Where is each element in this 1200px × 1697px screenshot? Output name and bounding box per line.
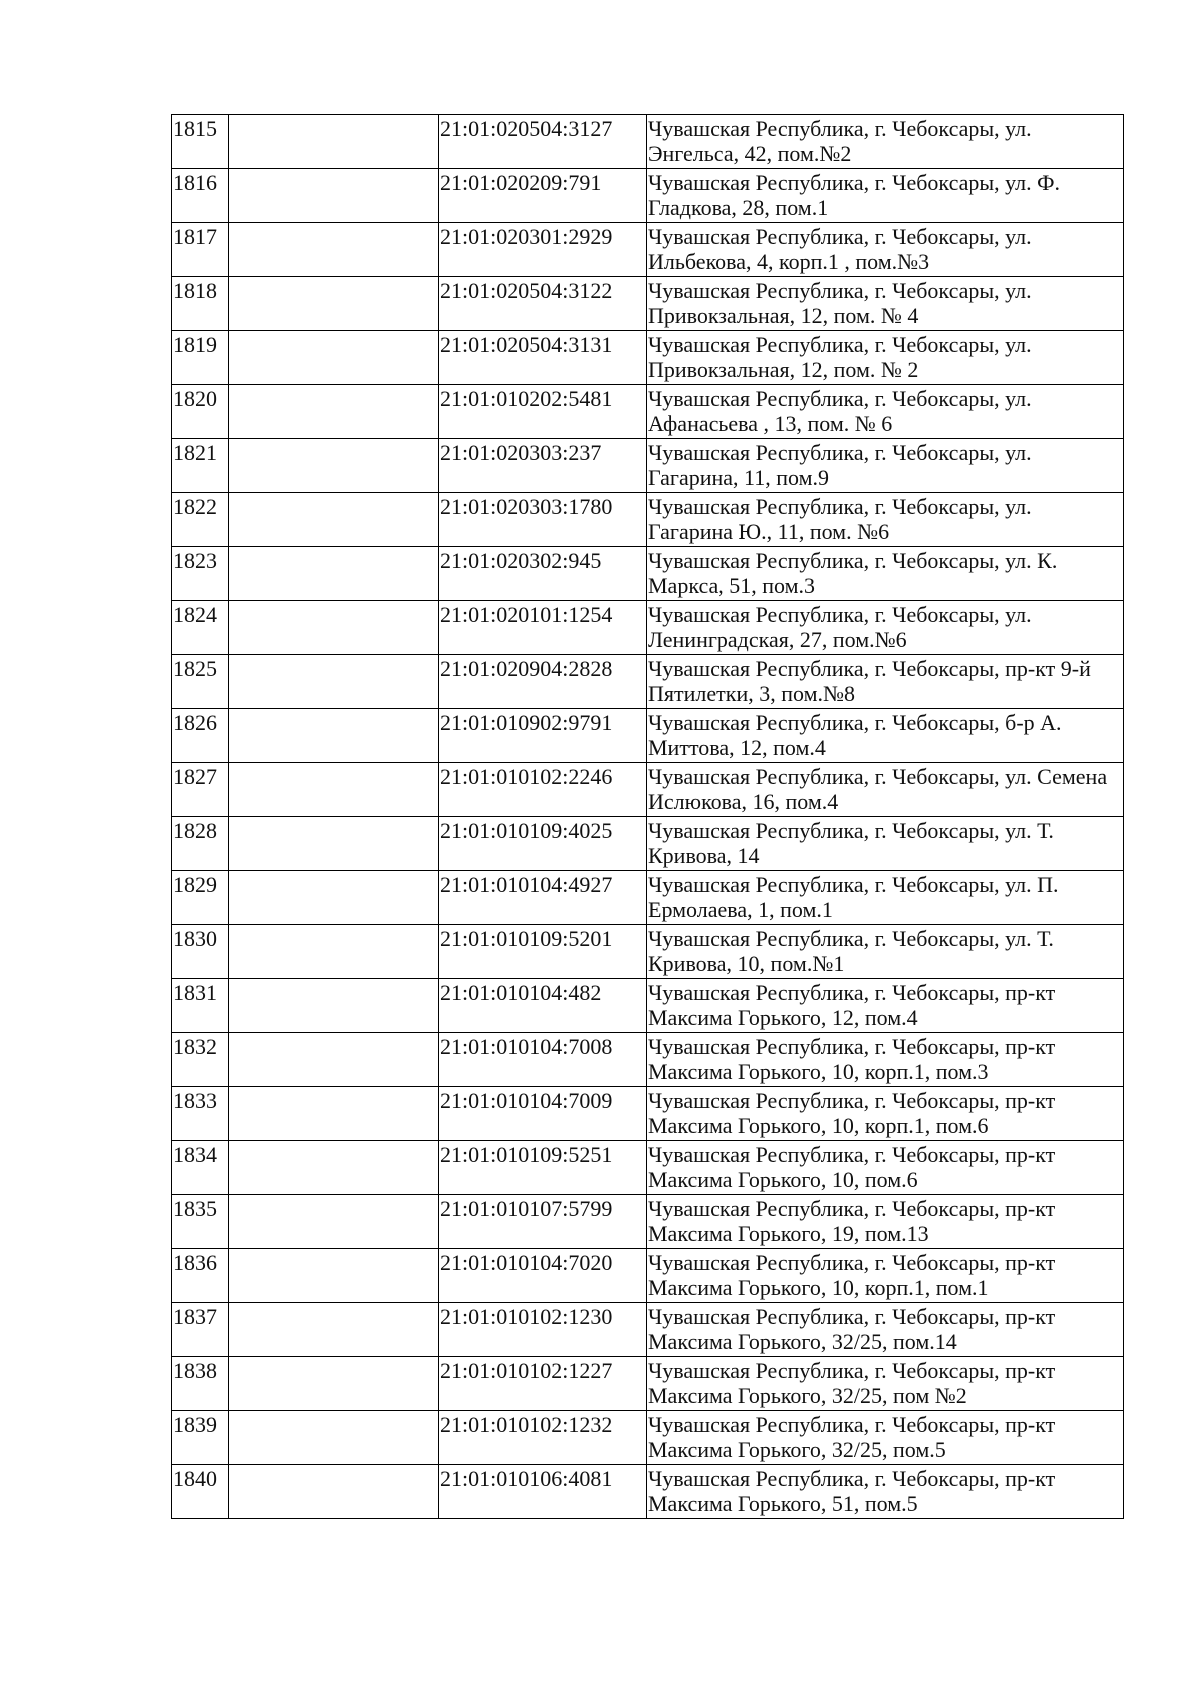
row-number: 1818	[172, 277, 229, 331]
row-number: 1831	[172, 979, 229, 1033]
address: Чувашская Республика, г. Чебоксары, ул. Привокзальная, 12, пом. № 4	[647, 277, 1124, 331]
cadastral-number: 21:01:010202:5481	[439, 385, 647, 439]
row-number: 1825	[172, 655, 229, 709]
address: Чувашская Республика, г. Чебоксары, пр-кт Максима Горького, 32/25, пом №2	[647, 1357, 1124, 1411]
row-number: 1817	[172, 223, 229, 277]
table-row	[172, 817, 1124, 871]
row-number: 1832	[172, 1033, 229, 1087]
table-row	[172, 1357, 1124, 1411]
cadastral-number: 21:01:010106:4081	[439, 1465, 647, 1519]
cadastral-number: 21:01:010102:1227	[439, 1357, 647, 1411]
address: Чувашская Республика, г. Чебоксары, пр-кт Максима Горького, 10, корп.1, пом.3	[647, 1033, 1124, 1087]
address: Чувашская Республика, г. Чебоксары, пр-кт 9-й Пятилетки, 3, пом.№8	[647, 655, 1124, 709]
row-number: 1816	[172, 169, 229, 223]
cadastral-number: 21:01:020302:945	[439, 547, 647, 601]
address: Чувашская Республика, г. Чебоксары, ул. Привокзальная, 12, пом. № 2	[647, 331, 1124, 385]
cadastral-number: 21:01:010109:5201	[439, 925, 647, 979]
address: Чувашская Республика, г. Чебоксары, ул. Афанасьева , 13, пом. № 6	[647, 385, 1124, 439]
row-number: 1823	[172, 547, 229, 601]
empty-cell	[229, 1465, 439, 1519]
row-number: 1821	[172, 439, 229, 493]
cadastral-number: 21:01:010109:5251	[439, 1141, 647, 1195]
row-number: 1828	[172, 817, 229, 871]
table-row	[172, 385, 1124, 439]
cadastral-number: 21:01:010109:4025	[439, 817, 647, 871]
row-number: 1838	[172, 1357, 229, 1411]
empty-cell	[229, 385, 439, 439]
table-row	[172, 709, 1124, 763]
cadastral-number: 21:01:010104:7009	[439, 1087, 647, 1141]
cadastral-number: 21:01:010102:1232	[439, 1411, 647, 1465]
address: Чувашская Республика, г. Чебоксары, пр-кт Максима Горького, 51, пом.5	[647, 1465, 1124, 1519]
address: Чувашская Республика, г. Чебоксары, пр-кт Максима Горького, 10, корп.1, пом.6	[647, 1087, 1124, 1141]
cadastral-number: 21:01:010104:482	[439, 979, 647, 1033]
table-row	[172, 277, 1124, 331]
empty-cell	[229, 1303, 439, 1357]
row-number: 1837	[172, 1303, 229, 1357]
empty-cell	[229, 601, 439, 655]
table-row	[172, 1303, 1124, 1357]
empty-cell	[229, 817, 439, 871]
cadastral-number: 21:01:010102:2246	[439, 763, 647, 817]
cadastral-number: 21:01:010102:1230	[439, 1303, 647, 1357]
cadastral-number: 21:01:020303:1780	[439, 493, 647, 547]
table-row	[172, 115, 1124, 169]
empty-cell	[229, 277, 439, 331]
address: Чувашская Республика, г. Чебоксары, пр-кт Максима Горького, 32/25, пом.5	[647, 1411, 1124, 1465]
table-row	[172, 1141, 1124, 1195]
cadastral-number: 21:01:010104:7020	[439, 1249, 647, 1303]
row-number: 1826	[172, 709, 229, 763]
row-number: 1827	[172, 763, 229, 817]
cadastral-number: 21:01:010104:7008	[439, 1033, 647, 1087]
empty-cell	[229, 1141, 439, 1195]
empty-cell	[229, 979, 439, 1033]
row-number: 1820	[172, 385, 229, 439]
address: Чувашская Республика, г. Чебоксары, ул. Ильбекова, 4, корп.1 , пом.№3	[647, 223, 1124, 277]
address: Чувашская Республика, г. Чебоксары, пр-кт Максима Горького, 12, пом.4	[647, 979, 1124, 1033]
cadastral-number: 21:01:020101:1254	[439, 601, 647, 655]
table-row	[172, 1249, 1124, 1303]
empty-cell	[229, 1087, 439, 1141]
empty-cell	[229, 223, 439, 277]
empty-cell	[229, 709, 439, 763]
cadastral-number: 21:01:020209:791	[439, 169, 647, 223]
table-row	[172, 871, 1124, 925]
empty-cell	[229, 1195, 439, 1249]
table-row	[172, 439, 1124, 493]
row-number: 1830	[172, 925, 229, 979]
row-number: 1815	[172, 115, 229, 169]
table-row	[172, 1465, 1124, 1519]
empty-cell	[229, 1249, 439, 1303]
table-row	[172, 1411, 1124, 1465]
cadastral-number: 21:01:020303:237	[439, 439, 647, 493]
row-number: 1839	[172, 1411, 229, 1465]
address: Чувашская Республика, г. Чебоксары, ул. Семена Ислюкова, 16, пом.4	[647, 763, 1124, 817]
row-number: 1829	[172, 871, 229, 925]
empty-cell	[229, 763, 439, 817]
address: Чувашская Республика, г. Чебоксары, пр-кт Максима Горького, 10, корп.1, пом.1	[647, 1249, 1124, 1303]
registry-table-body	[172, 115, 1124, 1519]
address: Чувашская Республика, г. Чебоксары, ул. Гагарина, 11, пом.9	[647, 439, 1124, 493]
address: Чувашская Республика, г. Чебоксары, ул. Гагарина Ю., 11, пом. №6	[647, 493, 1124, 547]
empty-cell	[229, 331, 439, 385]
table-row	[172, 169, 1124, 223]
address: Чувашская Республика, г. Чебоксары, ул. Энгельса, 42, пом.№2	[647, 115, 1124, 169]
row-number: 1836	[172, 1249, 229, 1303]
row-number: 1819	[172, 331, 229, 385]
table-row	[172, 223, 1124, 277]
empty-cell	[229, 439, 439, 493]
empty-cell	[229, 1033, 439, 1087]
empty-cell	[229, 655, 439, 709]
row-number: 1824	[172, 601, 229, 655]
table-row	[172, 331, 1124, 385]
table-row	[172, 655, 1124, 709]
row-number: 1833	[172, 1087, 229, 1141]
table-row	[172, 493, 1124, 547]
empty-cell	[229, 1411, 439, 1465]
cadastral-number: 21:01:020504:3127	[439, 115, 647, 169]
cadastral-number: 21:01:020504:3131	[439, 331, 647, 385]
address: Чувашская Республика, г. Чебоксары, ул. К. Маркса, 51, пом.3	[647, 547, 1124, 601]
table-row	[172, 1195, 1124, 1249]
empty-cell	[229, 547, 439, 601]
table-row	[172, 763, 1124, 817]
address: Чувашская Республика, г. Чебоксары, ул. Ф. Гладкова, 28, пом.1	[647, 169, 1124, 223]
empty-cell	[229, 1357, 439, 1411]
row-number: 1834	[172, 1141, 229, 1195]
address: Чувашская Республика, г. Чебоксары, пр-кт Максима Горького, 10, пом.6	[647, 1141, 1124, 1195]
cadastral-number: 21:01:020504:3122	[439, 277, 647, 331]
row-number: 1840	[172, 1465, 229, 1519]
empty-cell	[229, 925, 439, 979]
table-row	[172, 925, 1124, 979]
table-row	[172, 547, 1124, 601]
address: Чувашская Республика, г. Чебоксары, б-р А. Миттова, 12, пом.4	[647, 709, 1124, 763]
table-row	[172, 601, 1124, 655]
cadastral-number: 21:01:010104:4927	[439, 871, 647, 925]
address: Чувашская Республика, г. Чебоксары, ул. Т. Кривова, 14	[647, 817, 1124, 871]
address: Чувашская Республика, г. Чебоксары, пр-кт Максима Горького, 32/25, пом.14	[647, 1303, 1124, 1357]
table-row	[172, 979, 1124, 1033]
empty-cell	[229, 115, 439, 169]
address: Чувашская Республика, г. Чебоксары, ул. П. Ермолаева, 1, пом.1	[647, 871, 1124, 925]
row-number: 1822	[172, 493, 229, 547]
address: Чувашская Республика, г. Чебоксары, ул. Т. Кривова, 10, пом.№1	[647, 925, 1124, 979]
address: Чувашская Республика, г. Чебоксары, пр-кт Максима Горького, 19, пом.13	[647, 1195, 1124, 1249]
cadastral-number: 21:01:020904:2828	[439, 655, 647, 709]
property-registry-table	[171, 114, 1124, 1519]
table-row	[172, 1087, 1124, 1141]
row-number: 1835	[172, 1195, 229, 1249]
address: Чувашская Республика, г. Чебоксары, ул. Ленинградская, 27, пом.№6	[647, 601, 1124, 655]
cadastral-number: 21:01:010902:9791	[439, 709, 647, 763]
cadastral-number: 21:01:020301:2929	[439, 223, 647, 277]
empty-cell	[229, 169, 439, 223]
table-row	[172, 1033, 1124, 1087]
empty-cell	[229, 871, 439, 925]
empty-cell	[229, 493, 439, 547]
cadastral-number: 21:01:010107:5799	[439, 1195, 647, 1249]
